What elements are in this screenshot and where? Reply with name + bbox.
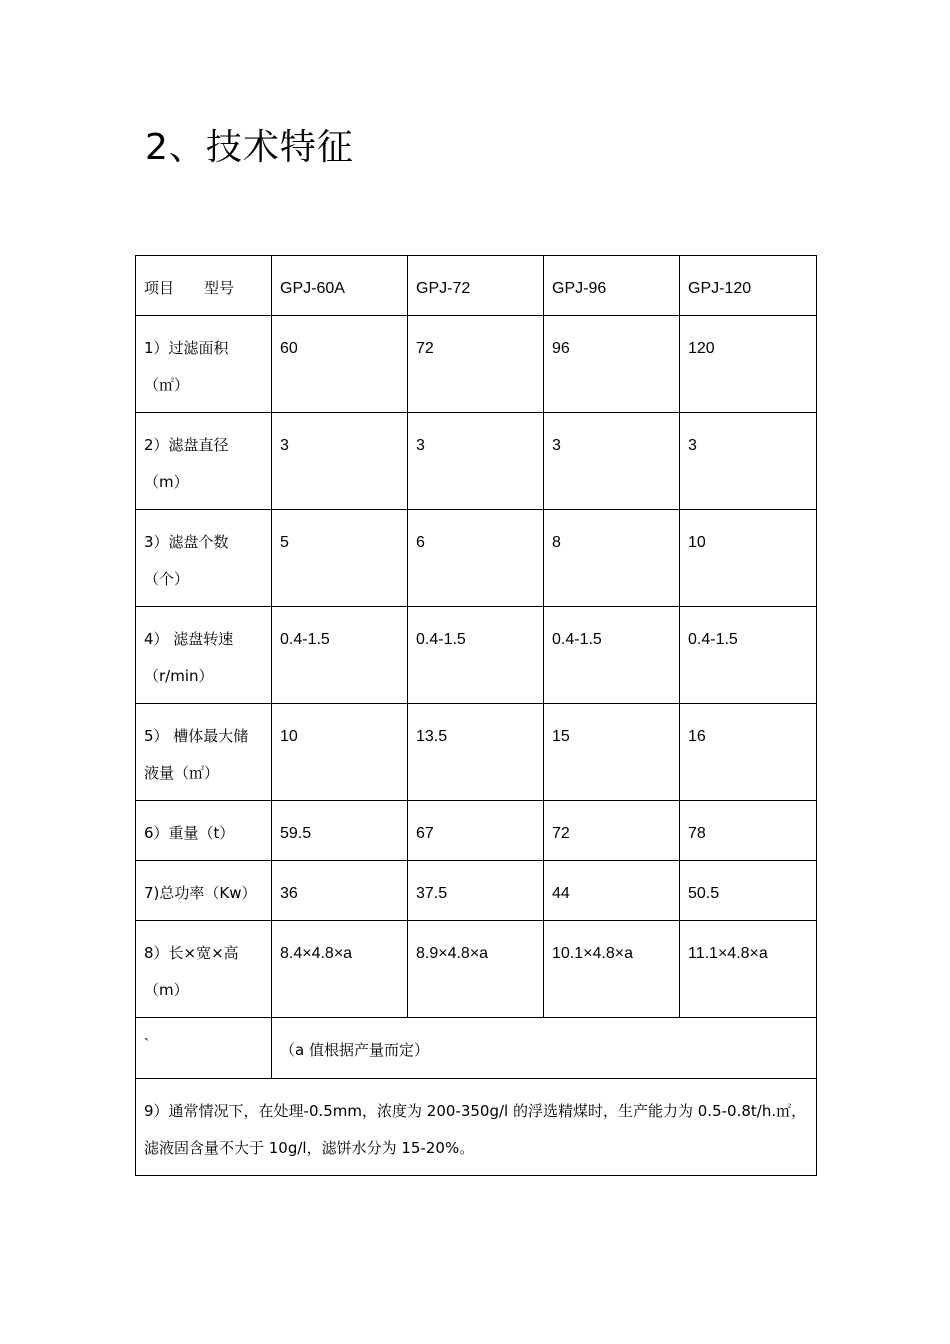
row-label-cell: 6）重量（t） bbox=[136, 801, 272, 861]
note-label-cell: ` bbox=[136, 1018, 272, 1079]
table-row bbox=[136, 921, 817, 1018]
note-text-cell: （a 值根据产量而定） bbox=[272, 1018, 817, 1079]
value-cell: 36 bbox=[272, 861, 408, 921]
row-label-cell: 7)总功率（Kw） bbox=[136, 861, 272, 921]
row-label-cell: 4） 滤盘转速（r/min） bbox=[136, 607, 272, 704]
note-row bbox=[136, 1018, 817, 1079]
value-cell: 72 bbox=[544, 801, 680, 861]
table-row bbox=[136, 801, 817, 861]
value-cell: 3 bbox=[680, 413, 817, 510]
value-cell: 5 bbox=[272, 510, 408, 607]
value-cell: 3 bbox=[408, 413, 544, 510]
row-label-cell: 3）滤盘个数（个） bbox=[136, 510, 272, 607]
row-label-cell: 8）长×宽×高（m） bbox=[136, 921, 272, 1018]
value-cell: 10 bbox=[680, 510, 817, 607]
section-heading: 2、技术特征 bbox=[145, 127, 354, 168]
value-cell: 3 bbox=[544, 413, 680, 510]
value-cell: 0.4-1.5 bbox=[544, 607, 680, 704]
table-row bbox=[136, 704, 817, 801]
header-model-cell: GPJ-96 bbox=[544, 256, 680, 316]
footer-text-cell: 9）通常情况下，在处理-0.5mm，浓度为 200-350g/l 的浮选精煤时，生产能力为 0.5-0.8t/h.㎡，滤液固含量不大于 10g/l，滤饼水分为 15-20%。 bbox=[136, 1079, 817, 1176]
footer-row bbox=[136, 1079, 817, 1176]
header-item-label: 项目 bbox=[144, 279, 175, 297]
table-row bbox=[136, 510, 817, 607]
table-row bbox=[136, 413, 817, 510]
table-row bbox=[136, 607, 817, 704]
value-cell: 8.9×4.8×a bbox=[408, 921, 544, 1018]
row-label-cell: 5） 槽体最大储液量（㎡） bbox=[136, 704, 272, 801]
header-model-label: 型号 bbox=[204, 279, 235, 297]
row-label-cell: 2）滤盘直径（m） bbox=[136, 413, 272, 510]
value-cell: 67 bbox=[408, 801, 544, 861]
value-cell: 15 bbox=[544, 704, 680, 801]
value-cell: 3 bbox=[272, 413, 408, 510]
value-cell: 60 bbox=[272, 316, 408, 413]
header-item-model-cell bbox=[136, 256, 272, 316]
table-row bbox=[136, 861, 817, 921]
value-cell: 8 bbox=[544, 510, 680, 607]
header-model-cell: GPJ-60A bbox=[272, 256, 408, 316]
header-model-cell: GPJ-120 bbox=[680, 256, 817, 316]
row-label-cell: 1）过滤面积（㎡） bbox=[136, 316, 272, 413]
value-cell: 10 bbox=[272, 704, 408, 801]
value-cell: 78 bbox=[680, 801, 817, 861]
value-cell: 0.4-1.5 bbox=[272, 607, 408, 704]
table-header-row bbox=[136, 256, 817, 316]
value-cell: 37.5 bbox=[408, 861, 544, 921]
value-cell: 120 bbox=[680, 316, 817, 413]
technical-spec-table bbox=[135, 255, 817, 1176]
value-cell: 16 bbox=[680, 704, 817, 801]
table-row bbox=[136, 316, 817, 413]
value-cell: 6 bbox=[408, 510, 544, 607]
value-cell: 13.5 bbox=[408, 704, 544, 801]
value-cell: 0.4-1.5 bbox=[680, 607, 817, 704]
value-cell: 44 bbox=[544, 861, 680, 921]
value-cell: 72 bbox=[408, 316, 544, 413]
value-cell: 96 bbox=[544, 316, 680, 413]
value-cell: 0.4-1.5 bbox=[408, 607, 544, 704]
value-cell: 59.5 bbox=[272, 801, 408, 861]
value-cell: 10.1×4.8×a bbox=[544, 921, 680, 1018]
value-cell: 50.5 bbox=[680, 861, 817, 921]
header-model-cell: GPJ-72 bbox=[408, 256, 544, 316]
value-cell: 11.1×4.8×a bbox=[680, 921, 817, 1018]
value-cell: 8.4×4.8×a bbox=[272, 921, 408, 1018]
